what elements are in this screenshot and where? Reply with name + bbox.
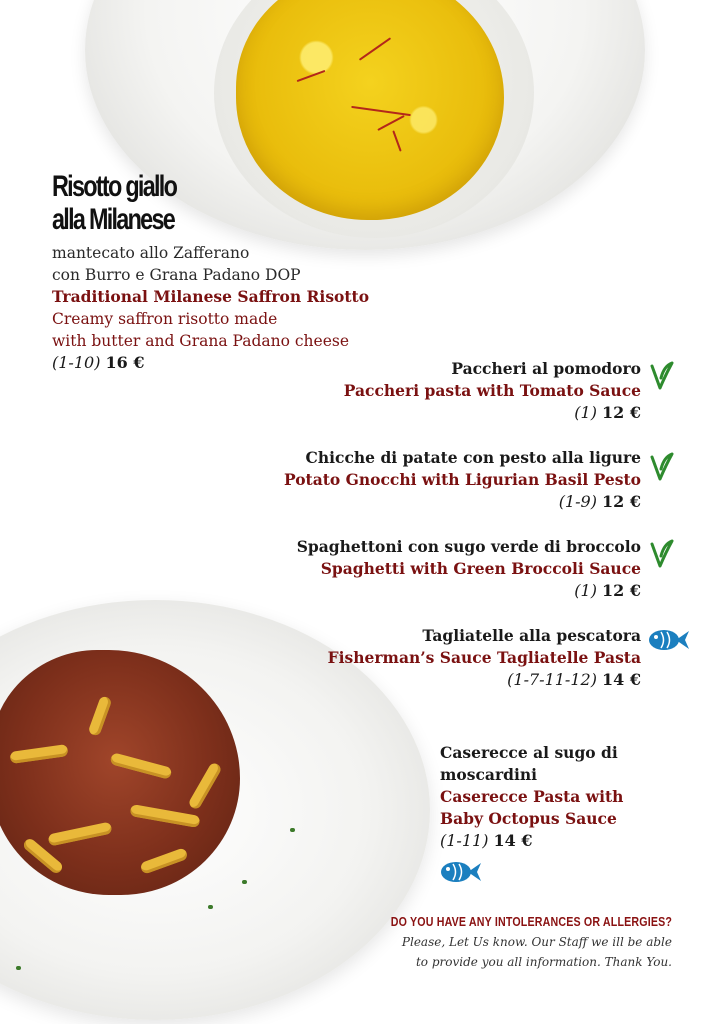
risotto-italian-description-line2: con Burro e Grana Padano DOP — [52, 266, 301, 284]
dish-italian-name: Spaghettoni con sugo verde di broccolo — [296, 537, 641, 556]
allergy-notice — [329, 914, 672, 972]
dish-paccheri — [344, 358, 641, 424]
price: 14 € — [602, 670, 641, 689]
dish-english-name: Fisherman’s Sauce Tagliatelle Pasta — [327, 648, 641, 667]
risotto-english-description-line1: Creamy saffron risotto made — [52, 310, 278, 328]
dish-spaghettoni — [297, 536, 641, 602]
vegetarian-leaf-icon — [650, 360, 674, 390]
dish-english-name: Spaghetti with Green Broccoli Sauce — [320, 559, 641, 578]
dish-english-name: Paccheri pasta with Tomato Sauce — [343, 381, 641, 400]
allergen-codes: (1-10) — [52, 353, 101, 372]
allergy-notice-line2: to provide you all information. Thank You. — [415, 955, 672, 969]
dish-english-name-line1: Caserecce Pasta with — [440, 787, 624, 806]
allergen-codes: (1) — [574, 581, 597, 600]
allergy-notice-heading: DO YOU HAVE ANY INTOLERANCES OR ALLERGIES? — [390, 914, 672, 929]
risotto-english-description-line2: with butter and Grana Padano cheese — [52, 332, 350, 350]
dish-italian-name: Paccheri al pomodoro — [451, 359, 641, 378]
dish-caserecce — [440, 742, 670, 852]
risotto-price-line — [52, 352, 392, 374]
fish-icon — [648, 628, 690, 652]
allergen-codes: (1-11) — [440, 831, 489, 850]
risotto-italian-description-line1: mantecato allo Zafferano — [52, 244, 250, 262]
dish-english-name: Potato Gnocchi with Ligurian Basil Pesto — [283, 470, 641, 489]
dish-italian-name-line2: moscardini — [440, 765, 537, 784]
allergen-codes: (1) — [574, 403, 597, 422]
vegetarian-leaf-icon — [650, 538, 674, 568]
dish-italian-name-line1: Caserecce al sugo di — [440, 743, 618, 762]
price: 12 € — [602, 403, 641, 422]
dish-tagliatelle — [328, 625, 641, 691]
allergy-notice-line1: Please, Let Us know. Our Staff we ill be able — [401, 935, 672, 949]
allergen-codes: (1-9) — [558, 492, 597, 511]
risotto-title: Risotto giallo alla Milanese — [52, 170, 177, 236]
dish-gnocchi — [284, 447, 641, 513]
vegetarian-leaf-icon — [650, 451, 674, 481]
dish-italian-name: Tagliatelle alla pescatora — [422, 626, 641, 645]
risotto-english-name: Traditional Milanese Saffron Risotto — [52, 287, 370, 306]
risotto-menu-item — [52, 170, 392, 374]
dish-english-name-line2: Baby Octopus Sauce — [440, 809, 617, 828]
allergen-codes: (1-7-11-12) — [507, 670, 597, 689]
price: 14 € — [493, 831, 533, 850]
price: 16 € — [105, 353, 145, 372]
price: 12 € — [602, 492, 641, 511]
dish-italian-name: Chicche di patate con pesto alla ligure — [305, 448, 641, 467]
fish-icon — [440, 860, 482, 884]
price: 12 € — [602, 581, 641, 600]
